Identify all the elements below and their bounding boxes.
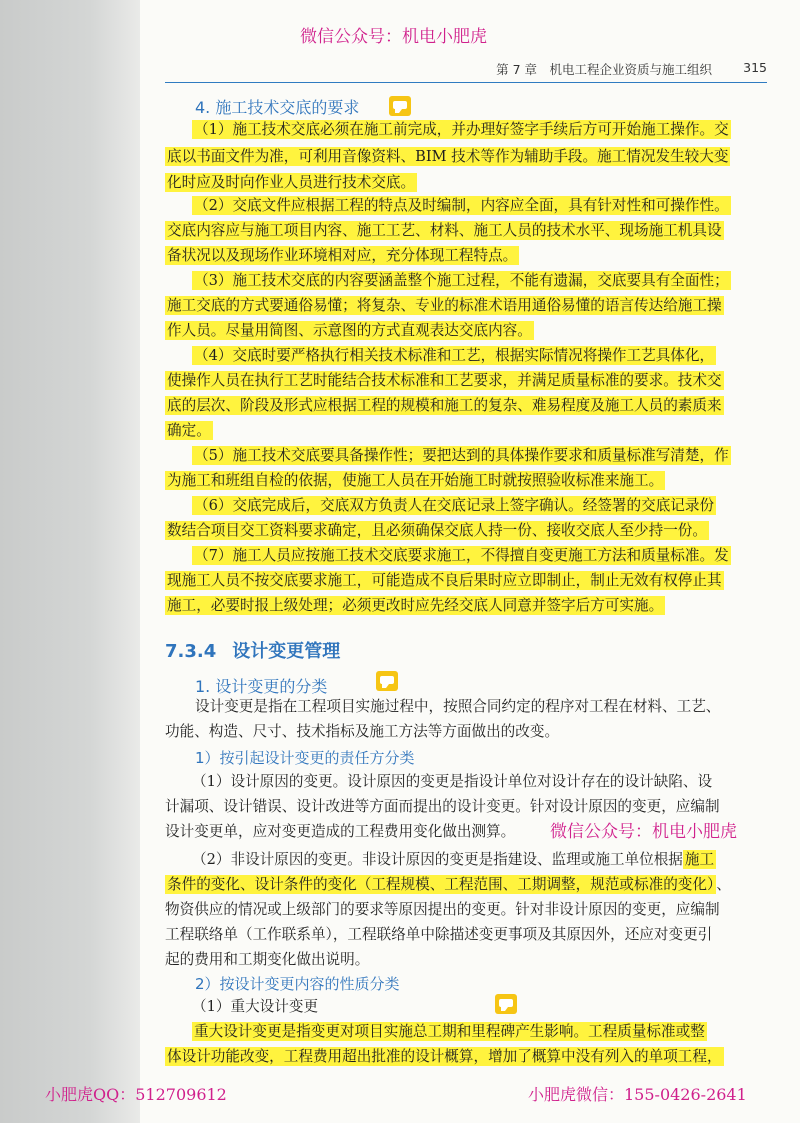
section-number: 7.3.4: [165, 641, 217, 662]
text-line: 起的费用和工期变化做出说明。: [165, 951, 370, 968]
text-line: 数结合项目交工资料要求确定，且必须确保交底人持一份、接收交底人至少持一份。: [167, 522, 707, 539]
watermark-bottom-left: 小肥虎QQ：512709612: [45, 1085, 227, 1104]
text-line: 计漏项、设计错误、设计改进等方面而提出的设计变更。针对设计原因的变更，应编制: [165, 798, 720, 815]
text-line: （6）交底完成后，交底双方负责人在交底记录上签字确认。经签署的交底记录份: [194, 497, 715, 514]
comment-note-icon[interactable]: [389, 96, 411, 116]
watermark-top: 微信公众号：机电小肥虎: [300, 27, 487, 47]
text-line: 工程联络单（工作联系单），工程联络单中除描述变更事项及其原因外，还应对变更引: [165, 926, 713, 943]
text-line: （2）非设计原因的变更。非设计原因的变更是指建设、监理或施工单位根据 施工: [192, 851, 715, 868]
text-line: 功能、构造、尺寸、技术指标及施工方法等方面做出的改变。: [165, 723, 560, 740]
text-line: （3）施工技术交底的内容要涵盖整个施工过程，不能有遗漏，交底要具有全面性；: [194, 272, 729, 289]
classification-2-title: 2）按设计变更内容的性质分类: [195, 975, 400, 993]
text-line: 底以书面文件为准，可利用音像资料、BIM 技术等作为辅助手段。施工情况发生较大变: [167, 148, 729, 165]
text-line: （7）施工人员应按施工技术交底要求施工，不得擅自变更施工方法和质量标准。发: [194, 547, 729, 564]
book-spine-shadow: [0, 0, 150, 1123]
text-line: （4）交底时要严格执行相关技术标准和工艺，根据实际情况将操作工艺具体化，: [194, 347, 715, 364]
section-7-3-4-heading: [165, 637, 340, 663]
classification-1-title: 1）按引起设计变更的责任方分类: [195, 749, 415, 767]
section-title: 设计变更管理: [232, 641, 341, 662]
text-line: 重大设计变更是指变更对项目实施总工期和里程碑产生影响。工程质量标准或整: [194, 1023, 705, 1040]
watermark-bottom-right: 小肥虎微信：155-0426-2641: [528, 1085, 747, 1104]
text-line: 体设计功能改变，工程费用超出批准的设计概算，增加了概算中没有列入的单项工程，: [167, 1048, 722, 1065]
section-4-title: 4. 施工技术交底的要求: [195, 98, 360, 117]
text-line: 物资供应的情况或上级部门的要求等原因提出的变更。针对非设计原因的变更，应编制: [165, 901, 720, 918]
text-line: 使操作人员在执行工艺时能结合技术标准和工艺要求，并满足质量标准的要求。技术交: [167, 372, 722, 389]
text-line: （1）施工技术交底必须在施工前完成，并办理好签字手续后方可开始施工操作。交: [194, 121, 729, 138]
page-number: 315: [743, 60, 767, 75]
text-line: （1）设计原因的变更。设计原因的变更是指设计单位对设计存在的设计缺陷、设: [192, 773, 713, 790]
text-line: 作人员。尽量用简图、示意图的方式直观表达交底内容。: [167, 322, 532, 339]
text-line: 施工，必要时报上级处理；必须更改时应先经交底人同意并签字后方可实施。: [167, 597, 664, 614]
text-line: 设计变更单，应对变更造成的工程费用变化做出测算。: [165, 823, 516, 840]
text-line: （5）施工技术交底要具备操作性；要把达到的具体操作要求和质量标准写清楚，作: [194, 447, 729, 464]
text-line: 为施工和班组自检的依据，使施工人员在开始施工时就按照验收标准来施工。: [167, 472, 664, 489]
text-line: 确定。: [167, 422, 211, 439]
text-line: 施工交底的方式要通俗易懂；将复杂、专业的标准术语用通俗易懂的语言传达给施工操: [167, 297, 722, 314]
comment-note-icon[interactable]: [495, 994, 517, 1014]
comment-note-icon[interactable]: [376, 671, 398, 691]
watermark-middle: 微信公众号：机电小肥虎: [550, 822, 737, 842]
text-line: 设计变更是指在工程项目实施过程中，按照合同约定的程序对工程在材料、工艺、: [195, 698, 721, 715]
subsection-1-title: 1. 设计变更的分类: [195, 677, 328, 696]
text-line: 备状况以及现场作业环境相对应，充分体现工程特点。: [167, 247, 518, 264]
text-line: 化时应及时向作业人员进行技术交底。: [167, 174, 416, 191]
running-header: [165, 60, 767, 83]
text-line: （1）重大设计变更: [192, 998, 319, 1015]
text-line: 条件的变化、设计条件的变化（工程规模、工程范围、工期调整，规范或标准的变化） 、: [167, 876, 731, 893]
text-line: 现施工人员不按交底要求施工，可能造成不良后果时应立即制止，制止无效有权停止其: [167, 572, 722, 589]
text-line: 底的层次、阶段及形式应根据工程的规模和施工的复杂、难易程度及施工人员的素质来: [167, 397, 722, 414]
chapter-title: 第 7 章 机电工程企业资质与施工组织: [496, 62, 712, 77]
text-line: （2）交底文件应根据工程的特点及时编制，内容应全面，具有针对性和可操作性。: [194, 197, 729, 214]
text-line: 交底内容应与施工项目内容、施工工艺、材料、施工人员的技术水平、现场施工机具设: [167, 222, 722, 239]
